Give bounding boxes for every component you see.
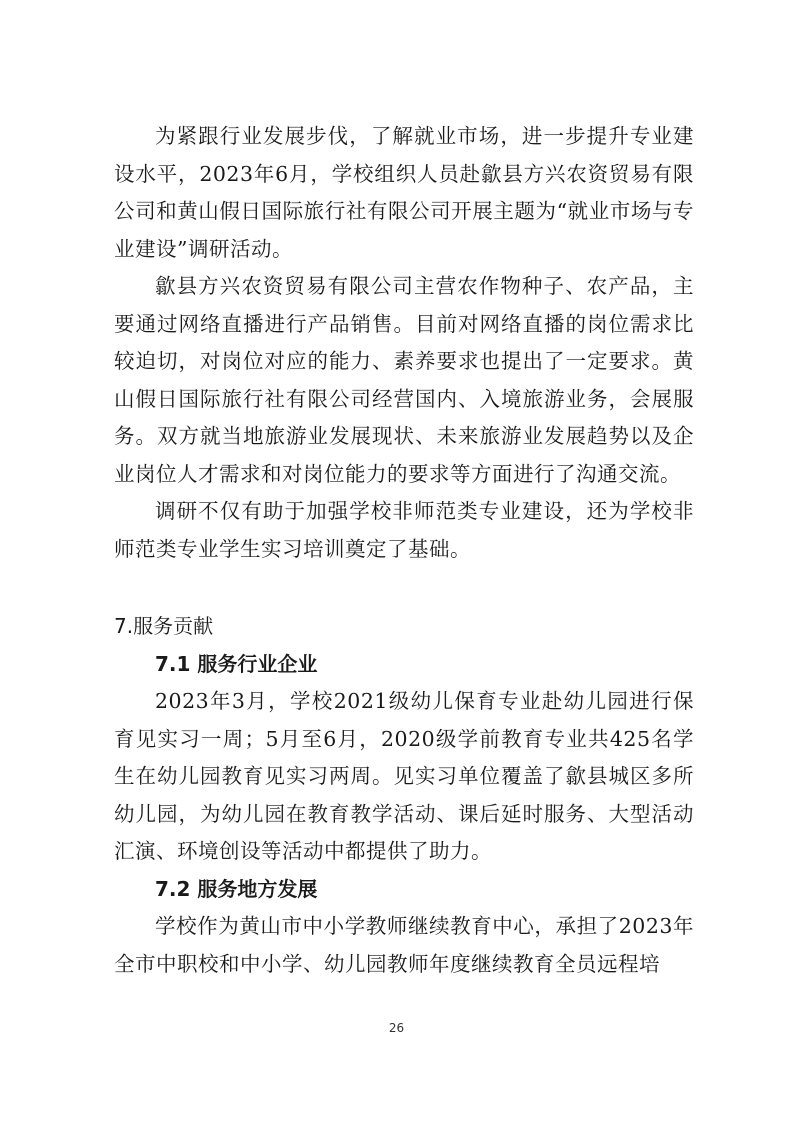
paragraph-research-intro: 为紧跟行业发展步伐，了解就业市场，进一步提升专业建设水平，2023年6月，学校组织人员赴歙县方兴农资贸易有限公司和黄山假日国际旅行社有限公司开展主题为“就业市场与专业建设”调研活动。 [114,124,694,261]
paragraph-7-2: 学校作为黄山市中小学教师继续教育中心，承担了2023年全市中职校和中小学、幼儿园教师年度继续教育全员远程培 [114,914,694,976]
page-content [114,118,694,983]
section-title: 7.服务贡献 [114,614,214,638]
section-spacer [114,568,694,608]
paragraph-research-outcome: 调研不仅有助于加强学校非师范类专业建设，还为学校非师范类专业学生实习培训奠定了基础。 [114,499,694,561]
subsection-title-7-1: 7.1 服务行业企业 [155,651,318,676]
page-number: 26 [388,1021,405,1035]
paragraph-7-1: 2023年3月，学校2021级幼儿保育专业赴幼儿园进行保育见实习一周；5月至6月，2020级学前教育专业共425名学生在幼儿园教育见实习两周。见实习单位覆盖了歙县城区多所幼儿园，为幼儿园在教育教学活动、课后延时服务、大型活动汇演、环境创设等活动中都提供了助力。 [114,689,694,863]
subsection-title-7-2: 7.2 服务地方发展 [155,876,318,901]
paragraph-company-details: 歙县方兴农资贸易有限公司主营农作物种子、农产品，主要通过网络直播进行产品销售。目前对网络直播的岗位需求比较迫切，对岗位对应的能力、素养要求也提出了一定要求。黄山假日国际旅行社有限公司经营国内、入境旅游业务，会展服务。双方就当地旅游业发展现状、未来旅游业发展趋势以及企业岗位人才需求和对岗位能力的要求等方面进行了沟通交流。 [114,274,694,486]
